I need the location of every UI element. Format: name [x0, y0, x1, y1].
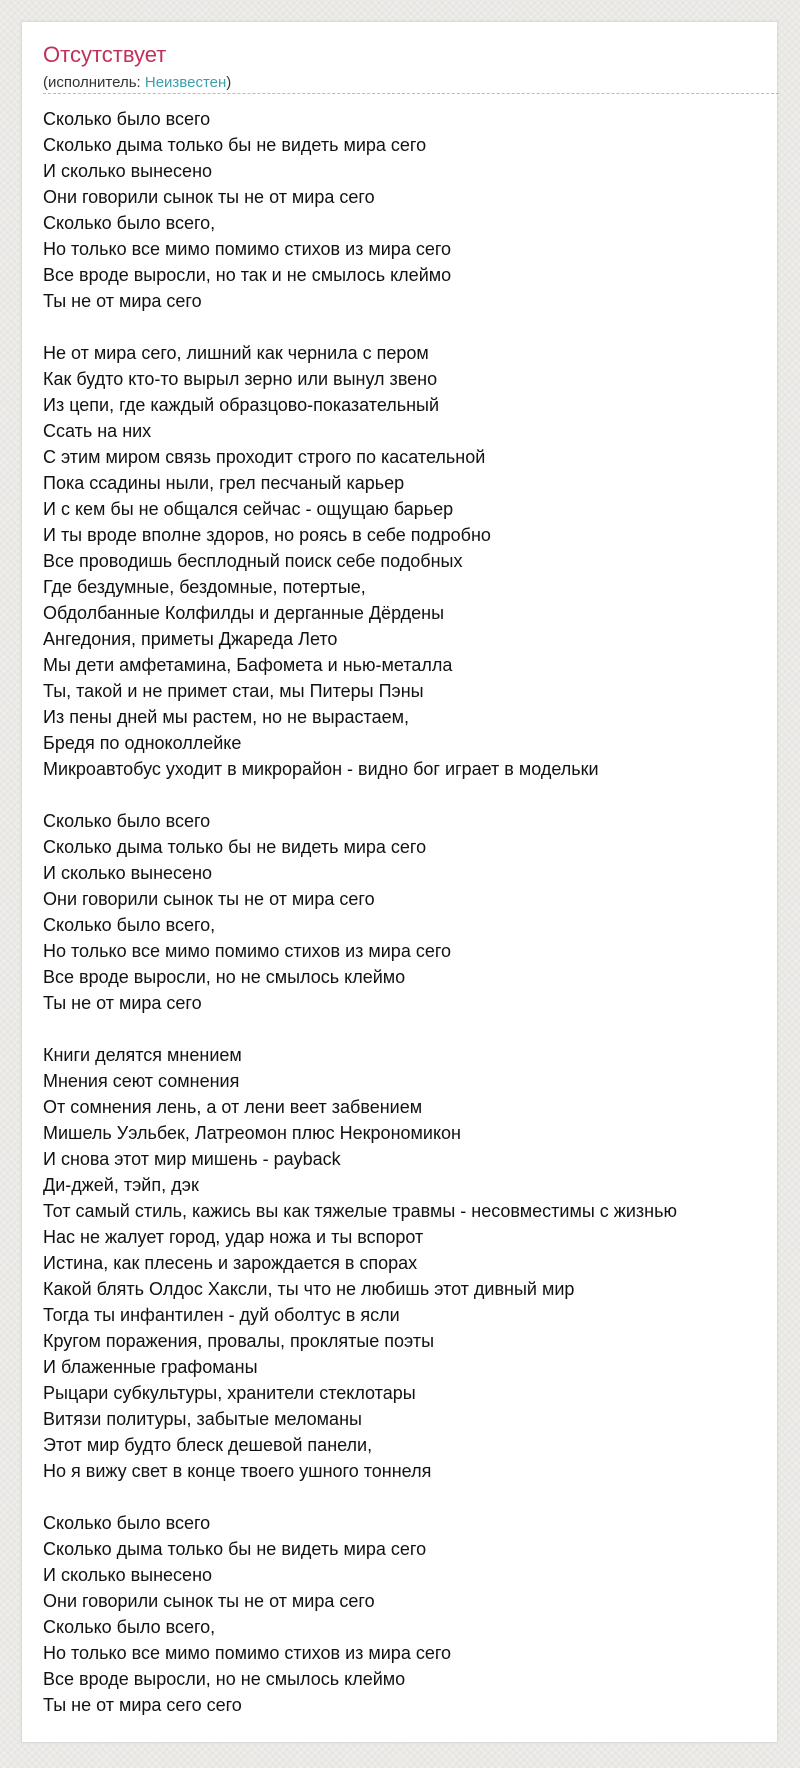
- artist-prefix: (исполнитель:: [43, 74, 145, 91]
- lyric-line: Ты, такой и не примет стаи, мы Питеры Пэны: [43, 681, 424, 701]
- lyric-line: Кругом поражения, провалы, проклятые поэты: [43, 1331, 435, 1351]
- lyric-line: Сколько дыма только бы не видеть мира сего: [43, 1539, 427, 1559]
- header-divider: [43, 93, 779, 94]
- lyric-line: И снова этот мир мишень - payback: [43, 1149, 341, 1169]
- lyric-line: Но только все мимо помимо стихов из мира сего: [43, 239, 452, 259]
- artist-suffix: ): [226, 74, 232, 91]
- stanza-break: [43, 782, 783, 808]
- lyric-line: Сколько было всего: [43, 109, 211, 129]
- lyric-line: Из цепи, где каждый образцово-показательный: [43, 395, 440, 415]
- lyric-line: От сомнения лень, а от лени веет забвением: [43, 1097, 423, 1117]
- lyric-line: Пока ссадины ныли, грел песчаный карьер: [43, 473, 405, 493]
- lyric-line: Сколько было всего,: [43, 213, 216, 233]
- lyric-line: Обдолбанные Колфилды и дерганные Дёрдены: [43, 603, 445, 623]
- lyric-line: Ди-джей, тэйп, дэк: [43, 1175, 199, 1195]
- lyric-line: И с кем бы не общался сейчас - ощущаю барьер: [43, 499, 454, 519]
- lyric-line: Сколько было всего,: [43, 1617, 216, 1637]
- lyric-line: Мы дети амфетамина, Бафомета и нью-металла: [43, 655, 453, 675]
- lyrics-card: [21, 21, 778, 1743]
- lyric-line: С этим миром связь проходит строго по касательной: [43, 447, 486, 467]
- lyric-line: Сколько дыма только бы не видеть мира сего: [43, 837, 427, 857]
- lyric-line: Этот мир будто блеск дешевой панели,: [43, 1435, 373, 1455]
- lyric-line: Нас не жалует город, удар ножа и ты вспорот: [43, 1227, 424, 1247]
- lyric-line: Ссать на них: [43, 421, 152, 441]
- lyric-line: Мишель Уэльбек, Латреомон плюс Некрономикон: [43, 1123, 461, 1143]
- lyric-line: Бредя по одноколлейке: [43, 733, 242, 753]
- lyric-line: Сколько было всего: [43, 811, 211, 831]
- lyric-line: Но только все мимо помимо стихов из мира сего: [43, 1643, 452, 1663]
- lyric-line: Они говорили сынок ты не от мира сего: [43, 187, 375, 207]
- lyric-line: Все вроде выросли, но так и не смылось клеймо: [43, 265, 452, 285]
- lyric-line: Не от мира сего, лишний как чернила с пером: [43, 343, 429, 363]
- lyric-line: Все вроде выросли, но не смылось клеймо: [43, 1669, 406, 1689]
- lyric-line: Тогда ты инфантилен - дуй оболтус в ясли: [43, 1305, 400, 1325]
- lyric-line: И сколько вынесено: [43, 863, 213, 883]
- stanza-break: [43, 314, 783, 340]
- lyric-line: Но только все мимо помимо стихов из мира сего: [43, 941, 452, 961]
- lyric-line: Ангедония, приметы Джареда Лето: [43, 629, 338, 649]
- stanza-break: [43, 1016, 783, 1042]
- lyric-line: Сколько дыма только бы не видеть мира сего: [43, 135, 427, 155]
- lyric-line: И сколько вынесено: [43, 1565, 213, 1585]
- lyric-line: И сколько вынесено: [43, 161, 213, 181]
- artist-line: [43, 74, 231, 92]
- lyric-line: Как будто кто-то вырыл зерно или вынул звено: [43, 369, 438, 389]
- lyric-line: Сколько было всего: [43, 1513, 211, 1533]
- lyric-line: Книги делятся мнением: [43, 1045, 242, 1065]
- lyric-line: Мнения сеют сомнения: [43, 1071, 240, 1091]
- lyric-line: Ты не от мира сего: [43, 291, 202, 311]
- lyric-line: Какой блять Олдос Хаксли, ты что не любишь этот дивный мир: [43, 1279, 575, 1299]
- lyric-line: И ты вроде вполне здоров, но роясь в себе подробно: [43, 525, 491, 545]
- stanza-break: [43, 1484, 783, 1510]
- lyric-line: Но я вижу свет в конце твоего ушного тоннеля: [43, 1461, 432, 1481]
- lyric-line: Ты не от мира сего: [43, 993, 202, 1013]
- lyric-line: Где бездумные, бездомные, потертые,: [43, 577, 366, 597]
- song-title: Отсутствует: [43, 42, 167, 67]
- lyric-line: Тот самый стиль, кажись вы как тяжелые травмы - несовместимы с жизнью: [43, 1201, 677, 1221]
- lyric-line: Они говорили сынок ты не от мира сего: [43, 1591, 375, 1611]
- artist-link[interactable]: Неизвестен: [144, 74, 227, 91]
- lyric-line: Сколько было всего,: [43, 915, 216, 935]
- lyrics-text: [43, 106, 783, 1718]
- lyric-line: Все вроде выросли, но не смылось клеймо: [43, 967, 406, 987]
- lyric-line: Ты не от мира сего сего: [43, 1695, 242, 1715]
- lyric-line: Все проводишь бесплодный поиск себе подобных: [43, 551, 463, 571]
- lyric-line: Микроавтобус уходит в микрорайон - видно бог играет в модельки: [43, 759, 599, 779]
- lyric-line: Рыцари субкультуры, хранители стеклотары: [43, 1383, 416, 1403]
- lyric-line: И блаженные графоманы: [43, 1357, 258, 1377]
- lyric-line: Истина, как плесень и зарождается в спорах: [43, 1253, 418, 1273]
- lyric-line: Из пены дней мы растем, но не вырастаем,: [43, 707, 409, 727]
- lyric-line: Витязи политуры, забытые меломаны: [43, 1409, 362, 1429]
- lyric-line: Они говорили сынок ты не от мира сего: [43, 889, 375, 909]
